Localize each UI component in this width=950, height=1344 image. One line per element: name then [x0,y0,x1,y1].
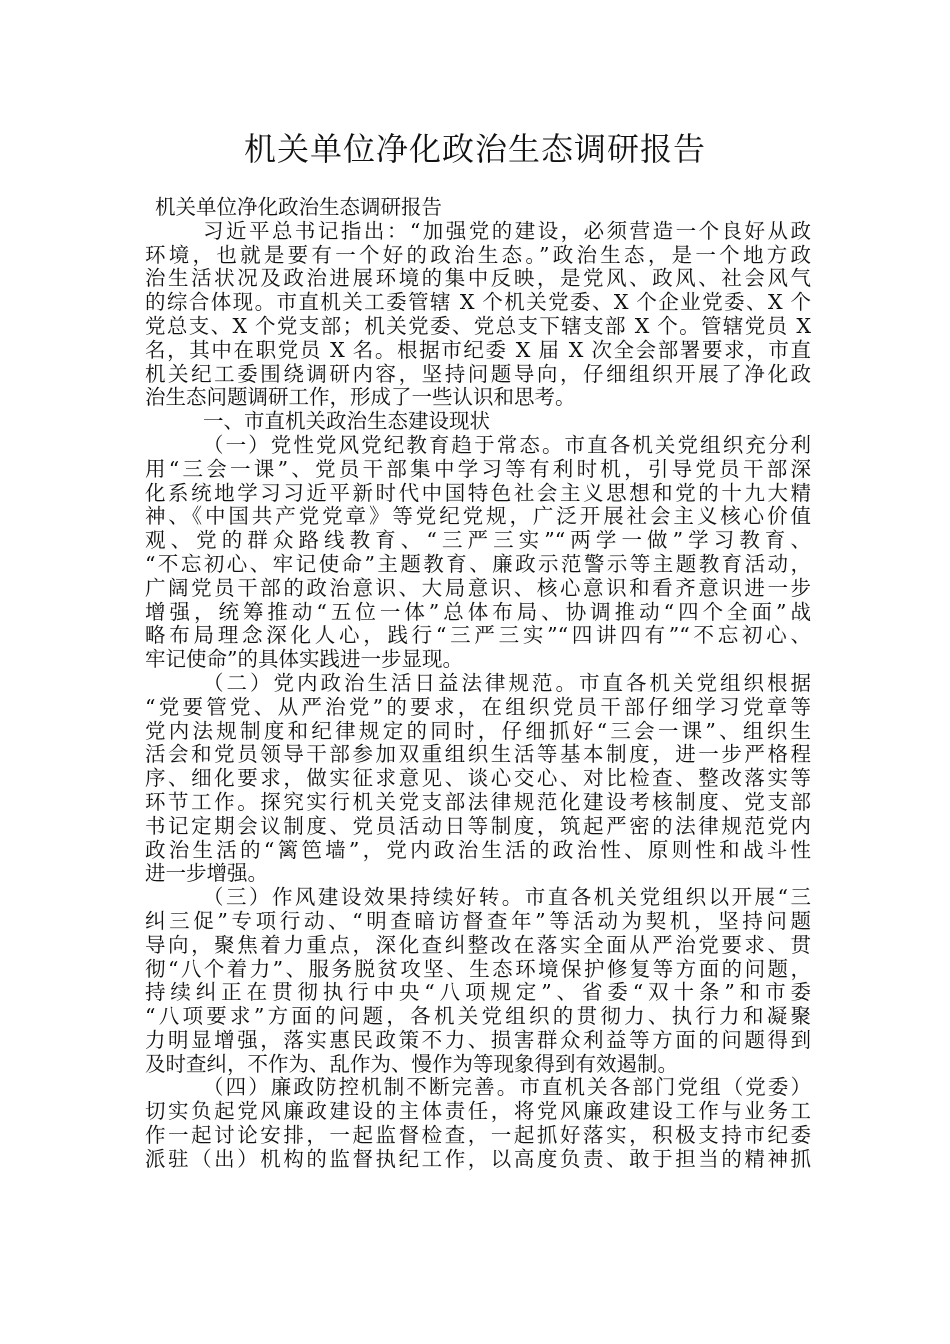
paragraph-line: 用“三会一课”、党员干部集中学习等有利时机，引导党员干部深 [145,456,811,481]
paragraph-line: 活会和党员领导干部参加双重组织生活等基本制度，进一步严格程 [145,742,811,767]
paragraph-line: 及时查纠，不作为、乱作为、慢作为等现象得到有效遏制。 [145,1051,678,1076]
paragraph-line: 书记定期会议制度、党员活动日等制度，筑起严密的法律规范党内 [145,813,811,838]
paragraph-line: 治生态问题调研工作，形成了一些认识和思考。 [145,385,576,410]
paragraph-line: 的综合体现。市直机关工委管辖 X 个机关党委、X 个企业党委、X 个 [145,290,811,315]
paragraph-line: 牢记使命”的具体实践进一步显现。 [145,647,463,672]
paragraph-line: 持续纠正在贯彻执行中央“八项规定”、省委“双十条”和市委 [145,980,811,1005]
section-heading: 一、市直机关政治生态建设现状 [203,409,490,434]
paragraph-line: 神、《中国共产党党章》等党纪党规，广泛开展社会主义核心价值 [145,504,811,529]
paragraph-line: “不忘初心、牢记使命”主题教育、廉政示范警示等主题教育活动， [145,551,811,576]
paragraph-line: 化系统地学习习近平新时代中国特色社会主义思想和党的十九大精 [145,480,811,505]
paragraph-line: （四）廉政防控机制不断完善。市直机关各部门党组（党委） [203,1075,811,1100]
paragraph-line: 环境，也就是要有一个好的政治生态。”政治生态，是一个地方政 [145,242,811,267]
paragraph-line: 序、细化要求，做实征求意见、谈心交心、对比检查、整改落实等 [145,766,811,791]
paragraph-line: 增强，统筹推动“五位一体”总体布局、协调推动“四个全面”战 [145,599,811,624]
paragraph-line: 治生活状况及政治进展环境的集中反映，是党风、政风、社会风气 [145,266,811,291]
paragraph-line: 党总支、X 个党支部；机关党委、党总支下辖支部 X 个。管辖党员 X [145,313,811,338]
document-subtitle: 机关单位净化政治生态调研报告 [155,195,442,219]
paragraph-line: 力明显增强，落实惠民政策不力、损害群众利益等方面的问题得到 [145,1027,811,1052]
paragraph-line: 政治生活的“篱笆墙”，党内政治生活的政治性、原则性和战斗性 [145,837,811,862]
paragraph-line: （三）作风建设效果持续好转。市直各机关党组织以开展“三 [203,885,811,910]
document-body [145,196,811,1172]
paragraph-line: 导向，聚焦着力重点，深化查纠整改在落实全面从严治党要求、贯 [145,932,811,957]
paragraph-line: 纠三促”专项行动、“明查暗访督查年”等活动为契机，坚持问题 [145,908,811,933]
paragraph-line: “八项要求”方面的问题，各机关党组织的贯彻力、执行力和凝聚 [145,1004,811,1029]
paragraph-line: 作一起讨论安排，一起监督检查，一起抓好落实，积极支持市纪委 [145,1123,811,1148]
paragraph-line: “党要管党、从严治党”的要求，在组织党员干部仔细学习党章等 [145,694,811,719]
paragraph-line: （二）党内政治生活日益法律规范。市直各机关党组织根据 [203,670,811,695]
document-title: 机关单位净化政治生态调研报告 [243,130,706,168]
paragraph-line: 名，其中在职党员 X 名。根据市纪委 X 届 X 次全会部署要求，市直 [145,337,811,362]
paragraph-line: 进一步增强。 [145,861,268,886]
paragraph-line: 观、党的群众路线教育、“三严三实”“两学一做”学习教育、 [145,528,811,553]
paragraph-line: 派驻（出）机构的监督执纪工作，以高度负责、敢于担当的精神抓 [145,1146,811,1171]
paragraph-line: 彻“八个着力”、服务脱贫攻坚、生态环境保护修复等方面的问题， [145,956,811,981]
paragraph-line: 略布局理念深化人心，践行“三严三实”“四讲四有”“不忘初心、 [145,623,811,648]
paragraph-line: （一）党性党风党纪教育趋于常态。市直各机关党组织充分利 [203,432,811,457]
paragraph-line: 切实负起党风廉政建设的主体责任，将党风廉政建设工作与业务工 [145,1099,811,1124]
paragraph-line: 党内法规制度和纪律规定的同时，仔细抓好“三会一课”、组织生 [145,718,811,743]
paragraph-line: 广阔党员干部的政治意识、大局意识、核心意识和看齐意识进一步 [145,575,811,600]
paragraph-line: 环节工作。探究实行机关党支部法律规范化建设考核制度、党支部 [145,789,811,814]
paragraph-line: 习近平总书记指出：“加强党的建设，必须营造一个良好从政 [203,218,811,243]
paragraph-line: 机关纪工委围绕调研内容，坚持问题导向，仔细组织开展了净化政 [145,361,811,386]
